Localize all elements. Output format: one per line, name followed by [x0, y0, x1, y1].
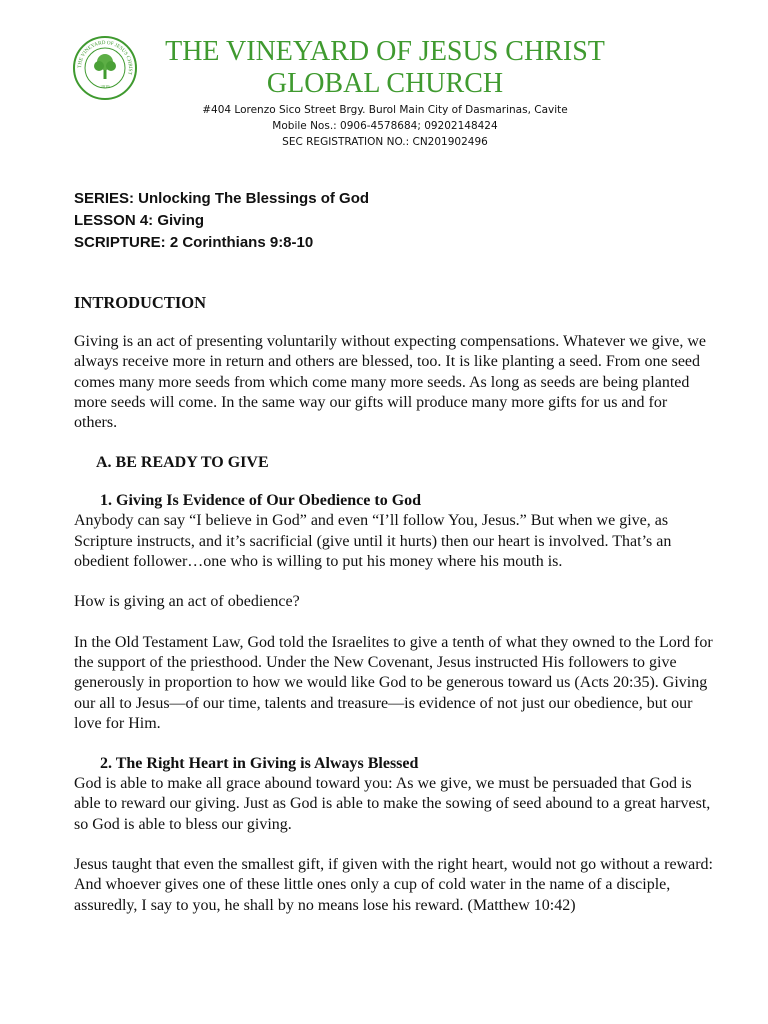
lesson-info [74, 188, 369, 254]
church-name [130, 36, 640, 100]
church-name-line2: GLOBAL CHURCH [266, 68, 504, 99]
point-1-paragraph: Anybody can say “I believe in God” and even “I’ll follow You, Jesus.” But when we give, as Scripture instructs, and it’s sacrificial (give until it hurts) then our heart is involved. That’s an obedient follower…one who is willing to put his money where his mouth is. [74, 512, 672, 571]
lesson-body [74, 292, 714, 916]
vine-tree-icon [94, 54, 116, 79]
letterhead [0, 30, 768, 155]
point-1-question: How is giving an act of obedience? [74, 593, 300, 611]
lesson-title: LESSON 4: Giving [74, 212, 205, 229]
scripture-reference: SCRIPTURE: 2 Corinthians 9:8-10 [74, 234, 314, 251]
point-2-heading: 2. The Right Heart in Giving is Always Blessed [100, 755, 419, 773]
seal-ring-text: THE VINEYARD OF JESUS CHRIST [76, 39, 134, 76]
introduction-paragraph: Giving is an act of presenting voluntarily without expecting compensations. Whatever we give, we always receive more in return and others are blessed, too. It is like planting a seed. From one seed comes many more seeds from which come many more seeds. As long as seeds are being planted more seeds will come. In the same way our gifts will produce many more gifts for us and for others. [74, 333, 706, 432]
point-1-paragraph-2: In the Old Testament Law, God told the Israelites to give a tenth of what they owned to the Lord for the support of the priesthood. Under the New Covenant, Jesus instructed His followers to give generously in proportion to how we would like God to be generous toward us (Acts 20:35). Giving our all to Jesus—of our time, talents and treasure—is evidence of not just our obedience, but our love for Him. [74, 633, 713, 732]
series-title: SERIES: Unlocking The Blessings of God [74, 190, 370, 207]
point-2-paragraph-2: Jesus taught that even the smallest gift, if given with the right heart, would not go without a reward: And whoever gives one of these little ones only a cup of cold water in the name of a disciple, assuredly, I say to you, he shall by no means lose his reward. (Matthew 10:42) [74, 856, 713, 914]
church-sec-registration: SEC REGISTRATION NO.: CN201902496 [282, 136, 488, 148]
point-2-paragraph: God is able to make all grace abound toward you: As we give, we must be persuaded that God is able to reward our giving. Just as God is able to make the sowing of seed abound to a great harvest, so God is able to bless our giving. [74, 775, 711, 833]
church-mobile: Mobile Nos.: 0906-4578684; 09202148424 [272, 120, 498, 132]
church-seal-logo [72, 35, 138, 101]
seal-year: 2019 [100, 84, 110, 89]
introduction-heading: INTRODUCTION [74, 293, 207, 312]
church-address: #404 Lorenzo Sico Street Brgy. Burol Main City of Dasmarinas, Cavite [202, 104, 568, 116]
section-a-heading: A. BE READY TO GIVE [96, 454, 269, 472]
point-1-heading: 1. Giving Is Evidence of Our Obedience to God [100, 492, 422, 510]
church-name-line1: THE VINEYARD OF JESUS CHRIST [165, 36, 605, 67]
